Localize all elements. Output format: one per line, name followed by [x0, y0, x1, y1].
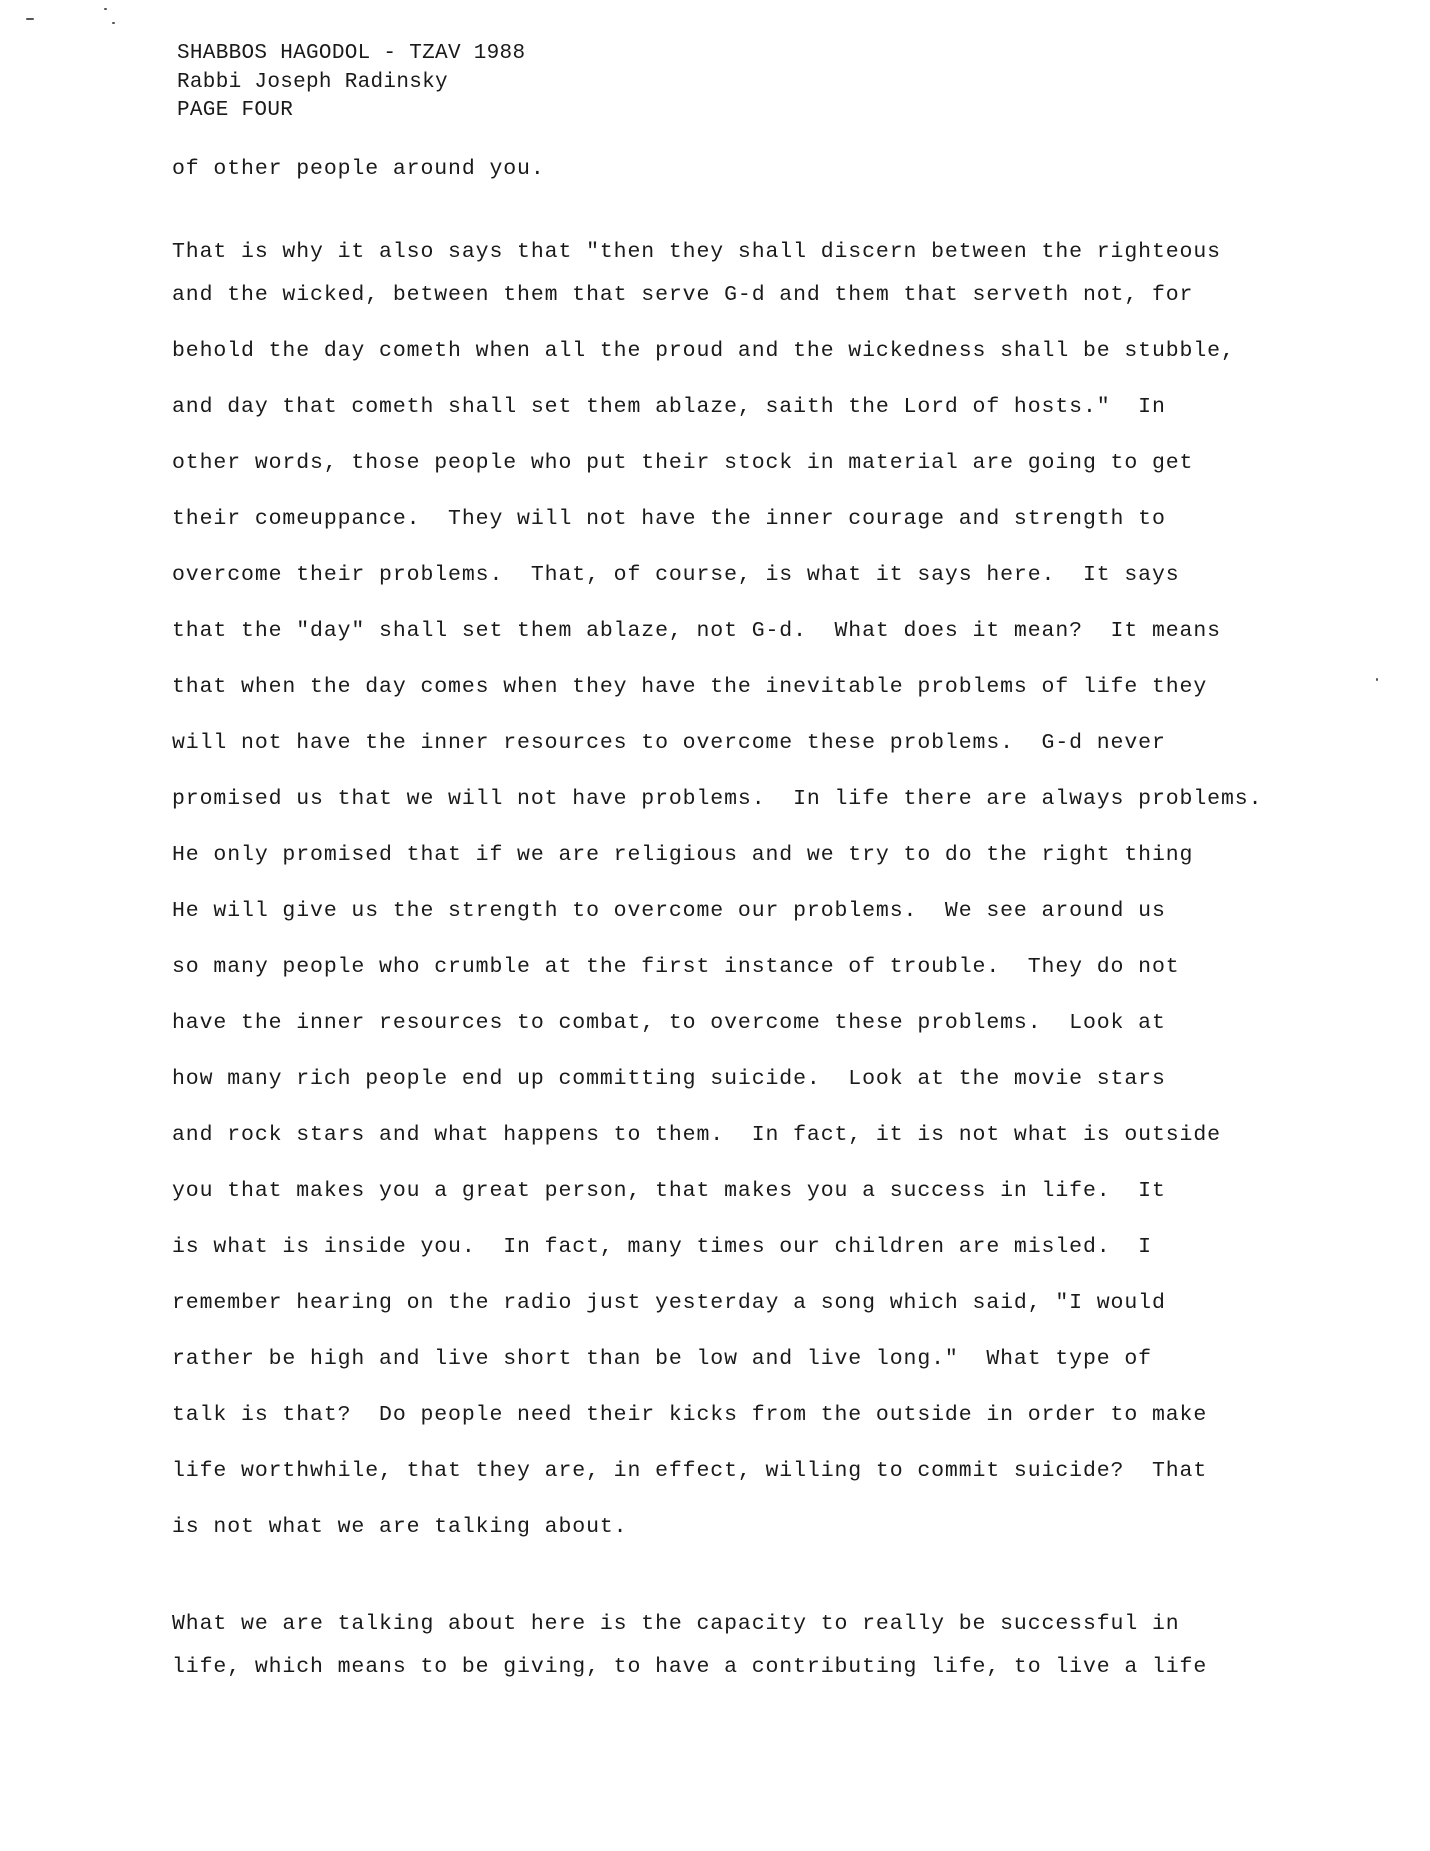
text-line: is not what we are talking about.: [172, 1515, 628, 1539]
text-line: is what is inside you. In fact, many times our children are misled. I: [172, 1235, 1152, 1259]
text-line: and rock stars and what happens to them. In fact, it is not what is outside: [172, 1123, 1221, 1147]
text-line: rather be high and live short than be low and live long." What type of: [172, 1347, 1152, 1371]
text-line: life worthwhile, that they are, in effect, willing to commit suicide? That: [172, 1459, 1208, 1483]
text-line: promised us that we will not have problems. In life there are always problems.: [172, 787, 1263, 811]
document-header: [177, 40, 525, 126]
text-line: overcome their problems. That, of course, is what it says here. It says: [172, 563, 1180, 587]
header-title: SHABBOS HAGODOL - TZAV 1988: [177, 42, 526, 65]
text-line: how many rich people end up committing suicide. Look at the movie stars: [172, 1067, 1166, 1091]
document-body: [172, 155, 1372, 1695]
scan-speck: [26, 18, 34, 20]
text-line: and the wicked, between them that serve G-d and them that serveth not, for: [172, 283, 1194, 307]
text-line: and day that cometh shall set them ablaze, saith the Lord of hosts." In: [172, 395, 1166, 419]
text-line: that when the day comes when they have the inevitable problems of life they: [172, 675, 1208, 699]
scan-speck: [104, 8, 107, 10]
scan-speck: [1376, 678, 1378, 681]
text-line: He only promised that if we are religious and we try to do the right thing: [172, 843, 1194, 867]
text-line: will not have the inner resources to overcome these problems. G-d never: [172, 731, 1166, 755]
text-line: What we are talking about here is the capacity to really be successful in: [172, 1612, 1180, 1636]
text-line: That is why it also says that "then they shall discern between the righteous: [172, 240, 1221, 264]
header-page-label: PAGE FOUR: [177, 99, 294, 122]
text-line: of other people around you.: [172, 157, 545, 181]
scan-speck: [112, 22, 115, 24]
text-line: talk is that? Do people need their kicks from the outside in order to make: [172, 1403, 1208, 1427]
text-line: that the "day" shall set them ablaze, not G-d. What does it mean? It means: [172, 619, 1221, 643]
text-line: other words, those people who put their stock in material are going to get: [172, 451, 1194, 475]
text-line: you that makes you a great person, that makes you a success in life. It: [172, 1179, 1166, 1203]
text-line: their comeuppance. They will not have the inner courage and strength to: [172, 507, 1166, 531]
text-line: have the inner resources to combat, to overcome these problems. Look at: [172, 1011, 1166, 1035]
text-line: remember hearing on the radio just yesterday a song which said, "I would: [172, 1291, 1166, 1315]
text-line: life, which means to be giving, to have a contributing life, to live a life: [172, 1655, 1208, 1679]
text-line: He will give us the strength to overcome our problems. We see around us: [172, 899, 1166, 923]
text-line: behold the day cometh when all the proud and the wickedness shall be stubble,: [172, 339, 1235, 363]
text-line: so many people who crumble at the first instance of trouble. They do not: [172, 955, 1180, 979]
header-author: Rabbi Joseph Radinsky: [177, 70, 448, 94]
